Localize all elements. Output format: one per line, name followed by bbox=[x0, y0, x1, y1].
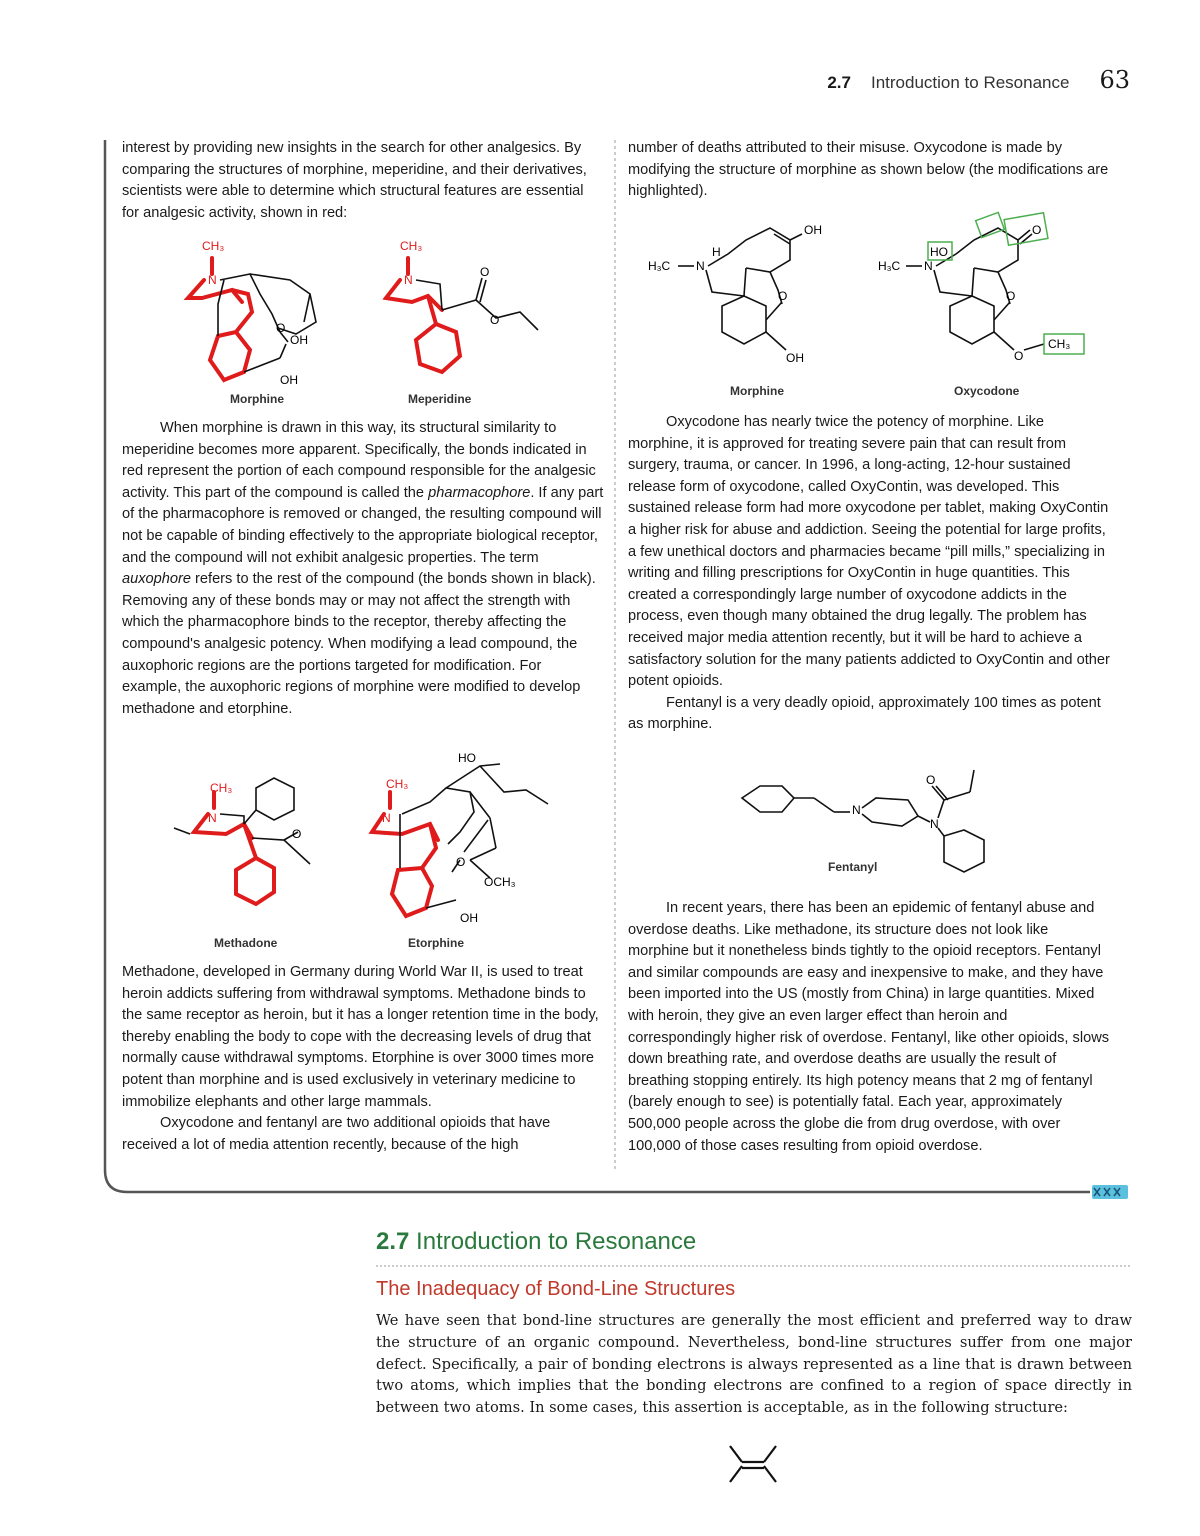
atom-label: O bbox=[926, 773, 936, 787]
atom-label: H₃C bbox=[648, 259, 671, 273]
atom-label: N bbox=[208, 811, 217, 825]
atom-label: O bbox=[456, 855, 466, 869]
atom-label: O bbox=[292, 827, 302, 841]
caption-etorphine: Etorphine bbox=[408, 936, 464, 950]
section-title: Introduction to Resonance bbox=[416, 1228, 697, 1255]
paragraph: Methadone, developed in Germany during World War II, is used to treat heroin addicts suffering from withdrawal symptoms. Methadone binds to the same receptor as heroin, but it has a longer retention time in the body, thereby enabling the body to cope with the decreasing levels of drug that normally cause withdrawal symptoms. Etorphine is over 3000 times more potent than morphine and is used exclusively in veterinary medicine to immobilize elephants and other large mammals. bbox=[122, 964, 599, 1110]
fentanyl-structure bbox=[742, 770, 984, 872]
paragraph: Fentanyl is a very deadly opioid, approximately 100 times as potent as morphine. bbox=[628, 694, 1101, 733]
atom-label: N bbox=[930, 817, 939, 831]
atom-label: CH₃ bbox=[202, 239, 225, 253]
paragraph: interest by providing new insights in the search for other analgesics. By comparing the structures of morphine, meperidine, and their derivatives, scientists were able to determine which structural features are essential for analgesic activity, shown in red: bbox=[122, 140, 587, 221]
paragraph: When morphine is drawn in this way, its structural similarity to meperidine becomes more apparent. Specifically, the bonds indicated in red represent the portion of each compound responsible for the analgesic activity. This part of the compound is called the pharmacophore. If any part of the pharmacophore is removed or changed, the resulting compound will not be capable of binding effectively to the appropriate biological receptor, and the compound will not exhibit analgesic properties. The term auxophore refers to the rest of the compound (the bonds shown in black). Removing any of these bonds may or may not affect the strength with which the pharmacophore binds to the receptor, thereby affecting the compound's analgesic potency. When modifying a lead compound, the auxophoric regions are the portions targeted for modification. For example, the auxophoric regions of morphine were modified to develop methadone and etorphine. bbox=[122, 420, 604, 717]
atom-label: HO bbox=[458, 751, 476, 765]
atom-label: N bbox=[404, 273, 413, 287]
left-column-p3 bbox=[122, 962, 604, 1156]
atom-label: O bbox=[1014, 349, 1024, 363]
figure-methadone-etorphine bbox=[160, 748, 560, 944]
atom-label: HO bbox=[930, 245, 948, 259]
section-body bbox=[376, 1310, 1132, 1419]
atom-label: O bbox=[1006, 289, 1016, 303]
caption-meperidine: Meperidine bbox=[408, 392, 472, 406]
pharmacophore-bonds bbox=[188, 258, 460, 380]
atom-label: O bbox=[490, 313, 500, 327]
caption-morphine-2: Morphine bbox=[730, 384, 784, 398]
atom-label: N bbox=[924, 259, 933, 273]
caption-fentanyl: Fentanyl bbox=[828, 860, 878, 874]
subsection-title: The Inadequacy of Bond-Line Structures bbox=[376, 1278, 736, 1300]
atom-label: O bbox=[1032, 223, 1042, 237]
atom-label: OH bbox=[290, 333, 308, 347]
atom-label: OH bbox=[786, 351, 804, 365]
paragraph: In recent years, there has been an epidemic of fentanyl abuse and overdose deaths. Like methadone, its structure does not look like morphine but it nonetheless binds tightly to the opioid receptors. Fentanyl and similar compounds are easy and inexpensive to make, and they have been imported into the US (mostly from China) in large quantities. Mixed with heroin, they give an even larger effect than heroin and correspondingly higher risk of overdose. Fentanyl, like other opioids, slows down breathing rate, and overdose deaths are usually the result of breathing stopping entirely. Its high potency means that 2 mg of fentanyl (barely enough to see) is potentially fatal. Each year, approximately 500,000 people across the globe die from drug overdose, with over 100,000 of those cases resulting from opioid overdose. bbox=[628, 900, 1110, 1154]
caption-oxycodone: Oxycodone bbox=[954, 384, 1020, 398]
atom-label: O bbox=[480, 265, 490, 279]
section-number: 2.7 bbox=[376, 1228, 410, 1255]
atom-label: CH₃ bbox=[210, 781, 233, 795]
atom-label: H₃C bbox=[878, 259, 901, 273]
atom-label: OH bbox=[804, 223, 822, 237]
atom-label: N bbox=[382, 811, 391, 825]
atom-label: O bbox=[276, 321, 286, 335]
atom-label: H bbox=[712, 245, 721, 259]
header-section-number: 2.7 bbox=[827, 73, 851, 92]
paragraph: Oxycodone and fentanyl are two additional opioids that have received a lot of media attention recently, because of the high bbox=[122, 1115, 551, 1153]
paragraph: number of deaths attributed to their misuse. Oxycodone is made by modifying the structure of morphine as shown below (the modifications are highlighted). bbox=[628, 140, 1109, 200]
right-column-p2 bbox=[628, 412, 1110, 736]
section-rule bbox=[376, 1264, 1136, 1268]
right-column-p1 bbox=[628, 138, 1110, 203]
figure-morphine-meperidine bbox=[160, 232, 560, 410]
oxycodone-structure bbox=[906, 228, 1044, 350]
atom-label: N bbox=[696, 259, 705, 273]
right-column-p4 bbox=[628, 898, 1110, 1157]
header-section-title: Introduction to Resonance bbox=[870, 73, 1070, 92]
caption-methadone: Methadone bbox=[214, 936, 278, 950]
atom-label: CH₃ bbox=[386, 777, 409, 791]
left-column-p1 bbox=[122, 138, 604, 224]
atom-label: CH₃ bbox=[1048, 337, 1071, 351]
section-heading bbox=[376, 1228, 696, 1256]
atom-label: OH bbox=[460, 911, 478, 925]
paragraph: We have seen that bond-line structures are generally the most efficient and preferred way to draw the structure of an organic compound. Nevertheless, bond-line structures suffer from one major defect. Specifically, a pair of bonding electrons is always represented as a line that is drawn between two atoms, which implies that the bonding electrons are confined to a region of space directly in between two atoms. In some cases, this assertion is acceptable, as in the following structure: bbox=[376, 1312, 1132, 1417]
atom-label: OH bbox=[280, 373, 298, 387]
atom-label: N bbox=[852, 803, 861, 817]
left-column-p2 bbox=[122, 418, 604, 720]
atom-label: N bbox=[208, 273, 217, 287]
pharmacophore-bonds bbox=[194, 792, 438, 916]
paragraph: Oxycodone has nearly twice the potency of morphine. Like morphine, it is approved for treating severe pain that can result from surgery, trauma, or cancer. In 1996, a long-acting, 12-hour sustained release form of oxycodone, called OxyContin, was developed. This sustained release form had more oxycodone per tablet, making OxyContin a higher risk for abuse and addiction. Seeing the potential for large profits, a few unethical doctors and pharmacies became “pill mills,” specializing in writing and filling prescriptions for OxyContin in huge quantities. This created a correspondingly large number of oxycodone addicts in the process, even though many obtained the drug legally. The problem has received major media attention recently, but it will be hard to achieve a satisfactory solution for the many patients addicted to OxyContin and other potent opioids. bbox=[628, 414, 1110, 690]
figure-alkene bbox=[720, 1436, 784, 1496]
atom-label: O bbox=[778, 289, 788, 303]
page-number: 63 bbox=[1099, 66, 1130, 94]
atom-label: CH₃ bbox=[400, 239, 423, 253]
atom-label: OCH₃ bbox=[484, 875, 516, 889]
figure-morphine-oxycodone bbox=[640, 210, 1110, 380]
caption-morphine: Morphine bbox=[230, 392, 284, 406]
